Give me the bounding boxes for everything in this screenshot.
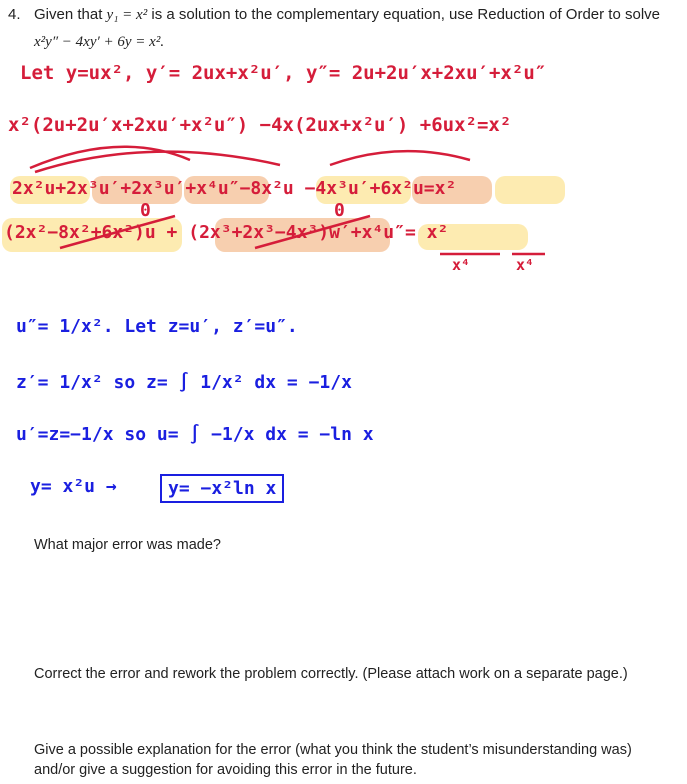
given-solution: y₁ = x²	[106, 7, 148, 23]
question-rest: is a solution to the complementary equation, use Reduction of Order to solve	[151, 6, 660, 23]
strike-line	[255, 216, 370, 248]
distribute-arrow	[30, 147, 190, 168]
differential-equation: x²y″ − 4xy′ + 6y = x².	[34, 34, 165, 50]
strike-line	[60, 216, 175, 248]
distribute-arrow	[330, 151, 470, 165]
back-substitution: y= x²u →	[30, 476, 117, 497]
cancel-zero-1: 0	[140, 200, 151, 221]
divide-denominator-right: x⁴	[516, 256, 535, 274]
prompt-explain-line1: Give a possible explanation for the error (what you think the student’s misunderstanding was)	[34, 742, 632, 758]
prompt-explain-line2: and/or give a suggestion for avoiding this error in the future.	[34, 762, 417, 778]
cancel-zero-2: 0	[334, 200, 345, 221]
reduced-equation: u″= 1/x². Let z=u′, z′=u″.	[16, 316, 298, 337]
final-answer-box: y= −x²ln x	[160, 474, 284, 503]
substituted-equation: x²(2u+2u′x+2xu′+x²u″) −4x(2ux+x²u′) +6ux²=x²	[8, 114, 512, 136]
question-number: 4.	[8, 6, 21, 23]
z-integration: z′= 1/x² so z= ∫ 1/x² dx = −1/x	[16, 372, 352, 393]
grouped-equation: (2x²−8x²+6x²)u + (2x³+2x³−4x³)w′+x⁴u″= x²	[4, 222, 449, 243]
prompt-error: What major error was made?	[34, 537, 221, 553]
u-integration: u′=z=−1/x so u= ∫ −1/x dx = −ln x	[16, 424, 374, 445]
divide-denominator-left: x⁴	[452, 256, 471, 274]
expanded-equation: 2x²u+2x³u′+2x³u′+x⁴u″−8x²u −4x³u′+6x²u=x²	[12, 178, 457, 199]
substitution-line: Let y=ux², y′= 2ux+x²u′, y″= 2u+2u′x+2xu′+x²u″	[20, 62, 547, 84]
question-intro: Given that	[34, 6, 103, 23]
prompt-correct: Correct the error and rework the problem correctly. (Please attach work on a separate page.)	[34, 666, 628, 682]
